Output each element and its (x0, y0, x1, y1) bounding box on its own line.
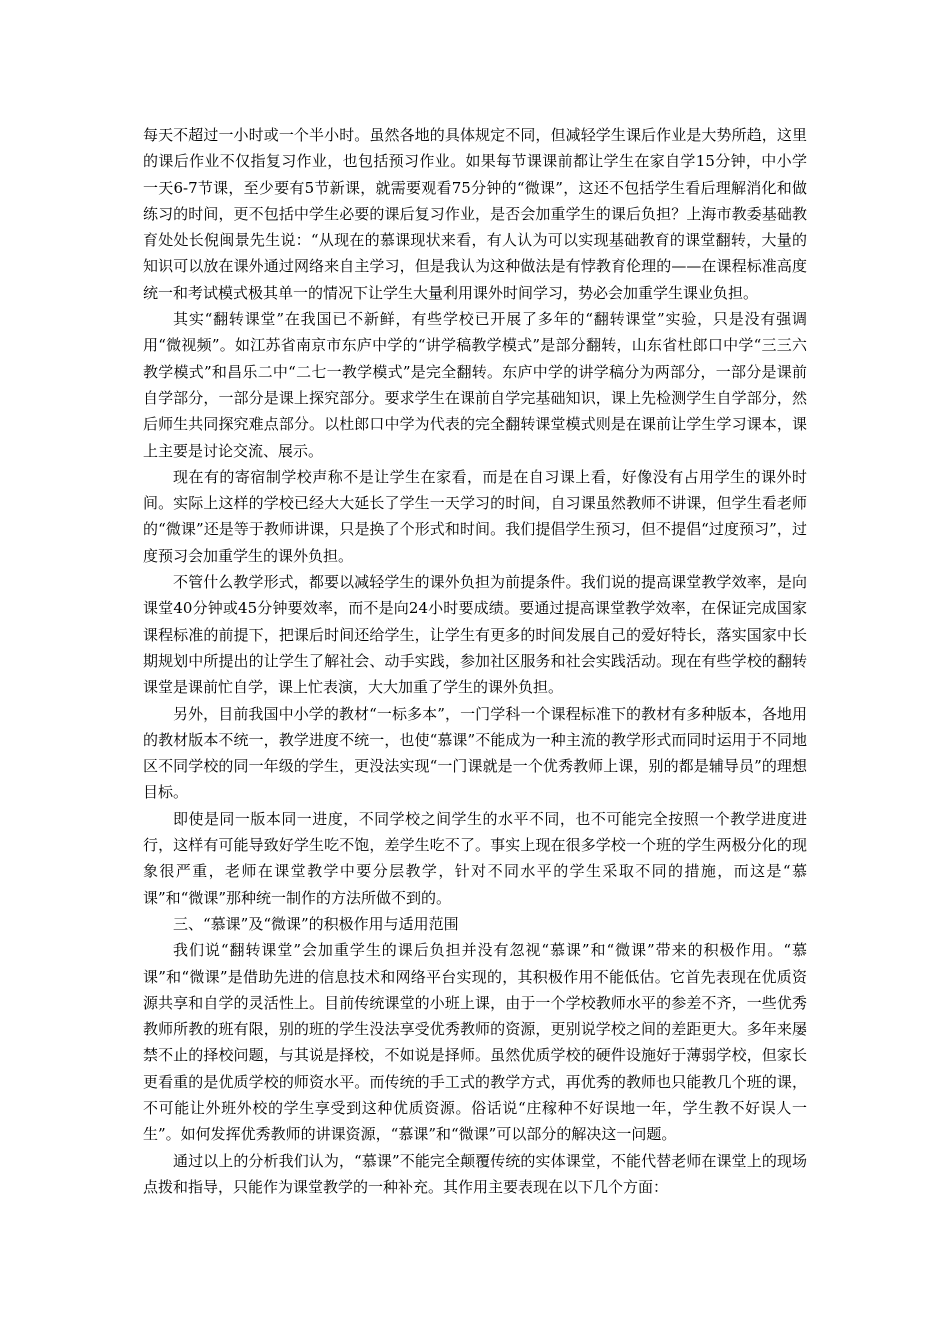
document-page (143, 122, 807, 1200)
paragraph-5: 另外，目前我国中小学的教材“一标多本”，一门学科一个课程标准下的教材有多种版本，各地用的教材版本不统一，教学进度不统一，也使“慕课”不能成为一种主流的教学形式而同时运用于不同地区不同学校的同一年级的学生，更没法实现“一门课就是一个优秀教师上课，别的都是辅导员”的理想目标。 (143, 704, 807, 802)
paragraph-8: 通过以上的分析我们认为，“慕课”不能完全颠覆传统的实体课堂，不能代替老师在课堂上的现场点拨和指导，只能作为课堂教学的一种补充。其作用主要表现在以下几个方面： (143, 1151, 807, 1196)
paragraph-4: 不管什么教学形式，都要以减轻学生的课外负担为前提条件。我们说的提高课堂教学效率，是向课堂40分钟或45分钟要效率，而不是向24小时要成绩。要通过提高课堂教学效率，在保证完成国家课程标准的前提下，把课后时间还给学生，让学生有更多的时间发展自己的爱好特长，落实国家中长期规划中所提出的让学生了解社会、动手实践，参加社区服务和社会实践活动。现在有些学校的翻转课堂是课前忙自学，课上忙表演，大大加重了学生的课外负担。 (143, 573, 807, 697)
paragraph-7: 我们说“翻转课堂”会加重学生的课后负担并没有忽视“慕课”和“微课”带来的积极作用。“慕课”和“微课”是借助先进的信息技术和网络平台实现的，其积极作用不能低估。它首先表现在优质资源共享和自学的灵活性上。目前传统课堂的小班上课，由于一个学校教师水平的参差不齐，一些优秀教师所教的班有限，别的班的学生没法享受优秀教师的资源，更别说学校之间的差距更大。多年来屡禁不止的择校问题，与其说是择校，不如说是择师。虽然优质学校的硬件设施好于薄弱学校，但家长更看重的是优质学校的师资水平。而传统的手工式的教学方式，再优秀的教师也只能教几个班的课，不可能让外班外校的学生享受到这种优质资源。俗话说“庄稼种不好误地一年，学生教不好误人一生”。如何发挥优秀教师的讲课资源，“慕课”和“微课”可以部分的解决这一问题。 (143, 941, 807, 1144)
paragraph-6: 即使是同一版本同一进度，不同学校之间学生的水平不同，也不可能完全按照一个教学进度进行，这样有可能导致好学生吃不饱，差学生吃不了。事实上现在很多学校一个班的学生两极分化的现象很严重，老师在课堂教学中要分层教学，针对不同水平的学生采取不同的措施，而这是“慕课”和“微课”那种统一制作的方法所做不到的。 (143, 809, 807, 907)
paragraph-2: 其实“翻转课堂”在我国已不新鲜，有些学校已开展了多年的“翻转课堂”实验，只是没有强调用“微视频”。如江苏省南京市东庐中学的“讲学稿教学模式”是部分翻转，山东省杜郎口中学“三三六教学模式”和昌乐二中“二七一教学模式”是完全翻转。东庐中学的讲学稿分为两部分，一部分是课前自学部分，一部分是课上探究部分。要求学生在课前自学完基础知识，课上先检测学生自学部分，然后师生共同探究难点部分。以杜郎口中学为代表的完全翻转课堂模式则是在课前让学生学习课本，课上主要是讨论交流、展示。 (143, 310, 807, 460)
paragraph-1: 每天不超过一小时或一个半小时。虽然各地的具体规定不同，但减轻学生课后作业是大势所趋，这里的课后作业不仅指复习作业，也包括预习作业。如果每节课课前都让学生在家自学15分钟，中小学一天6-7节课，至少要有5节新课，就需要观看75分钟的“微课”，这还不包括学生看后理解消化和做练习的时间，更不包括中学生必要的课后复习作业，是否会加重学生的课后负担？上海市教委基础教育处处长倪闽景先生说：“从现在的慕课现状来看，有人认为可以实现基础教育的课堂翻转，大量的知识可以放在课外通过网络来自主学习，但是我认为这种做法是有悖教育伦理的——在课程标准高度统一和考试模式极其单一的情况下让学生大量利用课外时间学习，势必会加重学生课业负担。 (143, 126, 807, 302)
section-heading: 三、“慕课”及“微课”的积极作用与适用范围 (173, 914, 459, 933)
paragraph-3: 现在有的寄宿制学校声称不是让学生在家看，而是在自习课上看，好像没有占用学生的课外时间。实际上这样的学校已经大大延长了学生一天学习的时间，自习课虽然教师不讲课，但学生看老师的“微课”还是等于教师讲课，只是换了个形式和时间。我们提倡学生预习，但不提倡“过度预习”，过度预习会加重学生的课外负担。 (143, 467, 807, 565)
